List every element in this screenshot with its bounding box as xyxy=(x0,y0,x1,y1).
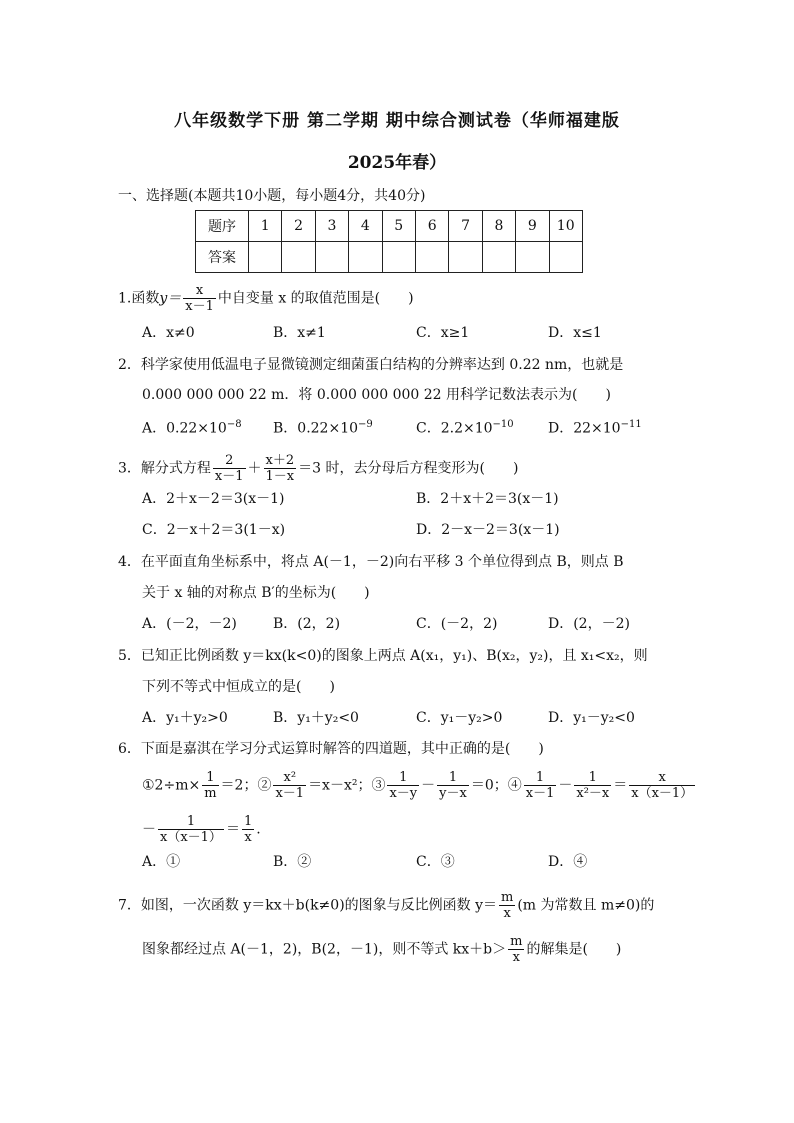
question-1-prefix: 1.函数 xyxy=(118,290,160,307)
question-2-line2: 0.000 000 000 22 m．将 0.000 000 000 22 用科学记数法表示为( ) xyxy=(142,387,611,403)
fraction-numerator: 1 xyxy=(399,770,408,785)
fraction xyxy=(387,770,419,801)
exam-title-line2: 2025年春） xyxy=(347,153,447,173)
option-c[interactable]: C．2－x＋2＝3(1－x) xyxy=(142,522,286,538)
expression-text: . xyxy=(256,821,261,838)
option-c[interactable] xyxy=(416,415,514,439)
question-number-cell: 9 xyxy=(516,211,549,242)
question-number-cell: 8 xyxy=(482,211,515,242)
fraction xyxy=(273,770,306,801)
answer-cell[interactable] xyxy=(415,242,448,273)
table-row xyxy=(196,211,583,242)
table-header-cell: 答案 xyxy=(196,242,249,273)
fraction-numerator: m xyxy=(501,890,514,905)
option-d[interactable]: D．(2，－2) xyxy=(548,616,630,632)
question-7-text: (m 为常数且 m≠0)的 xyxy=(517,897,655,914)
expression-text: ＝x－x²；③ xyxy=(308,777,386,794)
question-7-text: 7．如图，一次函数 y＝kx＋b(k≠0)的图象与反比例函数 y＝ xyxy=(118,897,498,914)
question-number-cell: 1 xyxy=(249,211,282,242)
option-d[interactable]: D．y₁－y₂<0 xyxy=(548,710,635,726)
option-d[interactable]: D．④ xyxy=(548,854,588,870)
minus-sign: － xyxy=(421,777,436,794)
fraction xyxy=(437,770,469,801)
option-text: B．0.22×10 xyxy=(273,420,359,437)
expression-text: ＝2；② xyxy=(220,777,272,794)
fraction-numerator: 1 xyxy=(186,814,196,829)
answer-cell[interactable] xyxy=(315,242,348,273)
question-5-line2: 下列不等式中恒成立的是( ) xyxy=(142,679,335,695)
option-text: C．2.2×10 xyxy=(416,420,493,437)
question-7-line2 xyxy=(142,934,621,965)
option-a[interactable]: A．(－2，－2) xyxy=(142,616,237,632)
question-7-text: 图象都经过点 A(－1，2)，B(2，－1)，则不等式 kx＋b＞ xyxy=(142,941,507,958)
expression-text: ＝0；④ xyxy=(470,777,522,794)
question-6-expression-cont xyxy=(142,814,261,845)
option-b[interactable] xyxy=(273,415,373,439)
answer-table xyxy=(195,210,583,273)
question-7-text: 的解集是( ) xyxy=(526,941,622,958)
option-d[interactable]: D．2－x－2＝3(x－1) xyxy=(416,522,560,538)
option-a[interactable]: A．x≠0 xyxy=(142,325,195,341)
question-number-cell: 4 xyxy=(349,211,382,242)
answer-cell[interactable] xyxy=(449,242,482,273)
question-1-suffix: 中自变量 x 的取值范围是( ) xyxy=(217,290,414,307)
fraction xyxy=(202,770,218,801)
question-3-stem xyxy=(118,453,518,484)
fraction xyxy=(574,770,611,801)
fraction xyxy=(629,770,695,801)
option-c[interactable]: C．(－2，2) xyxy=(416,616,498,632)
option-c[interactable]: C．x≥1 xyxy=(416,325,470,341)
question-4-line1: 4．在平面直角坐标系中，将点 A(－1，－2)向右平移 3 个单位得到点 B，则点 B xyxy=(118,554,624,570)
option-b[interactable]: B．y₁＋y₂<0 xyxy=(273,710,359,726)
fraction xyxy=(242,814,254,845)
question-number-cell: 6 xyxy=(415,211,448,242)
fraction-denominator: x－1 xyxy=(185,299,214,314)
fraction-numerator: x² xyxy=(283,770,297,785)
fraction-denominator: x²－x xyxy=(576,786,610,801)
fraction-denominator: x－1 xyxy=(525,786,555,801)
answer-cell[interactable] xyxy=(349,242,382,273)
fraction-denominator: m xyxy=(204,786,217,801)
option-d[interactable] xyxy=(548,415,642,439)
question-1-stem xyxy=(118,283,414,314)
fraction xyxy=(264,453,297,484)
fraction-numerator: m xyxy=(510,934,523,949)
answer-cell[interactable] xyxy=(549,242,582,273)
question-7-line1 xyxy=(118,890,654,921)
question-number-cell: 10 xyxy=(549,211,582,242)
option-b[interactable]: B．x≠1 xyxy=(273,325,326,341)
minus-sign: － xyxy=(142,821,156,838)
option-b[interactable]: B．2＋x＋2＝3(x－1) xyxy=(416,491,559,507)
fraction-numerator: 1 xyxy=(243,814,253,829)
answer-cell[interactable] xyxy=(382,242,415,273)
table-header-cell: 题序 xyxy=(196,211,249,242)
question-number-cell: 2 xyxy=(282,211,315,242)
fraction-numerator: 1 xyxy=(588,770,597,785)
fraction-denominator: 1－x xyxy=(265,469,295,484)
question-6-line1: 6．下面是嘉淇在学习分式运算时解答的四道题，其中正确的是( ) xyxy=(118,741,544,757)
question-5-line1: 5．已知正比例函数 y＝kx(k<0)的图象上两点 A(x₁，y₁)、B(x₂，y₂)，且 x₁<x₂，则 xyxy=(118,648,648,664)
fraction-denominator: x（x－1） xyxy=(631,786,694,801)
fraction-denominator: x（x－1） xyxy=(160,830,222,845)
question-2-line1: 2．科学家使用低温电子显微镜测定细菌蛋白结构的分辨率达到 0.22 nm，也就是 xyxy=(118,357,624,373)
fraction-denominator: x xyxy=(242,829,254,845)
option-c[interactable]: C．③ xyxy=(416,854,455,870)
question-4-line2: 关于 x 轴的对称点 B′的坐标为( ) xyxy=(142,585,370,601)
question-1-lhs: y＝ xyxy=(159,290,182,307)
question-3-suffix: ＝3 时，去分母后方程变形为( ) xyxy=(298,460,519,477)
minus-sign: － xyxy=(558,777,573,794)
fraction-denominator: x xyxy=(499,905,515,921)
exponent: −10 xyxy=(492,419,514,430)
option-text: A．0.22×10 xyxy=(142,420,227,437)
option-b[interactable]: B．② xyxy=(273,854,312,870)
fraction-denominator: x－1 xyxy=(275,786,305,801)
fraction-numerator: 2 xyxy=(225,453,234,468)
exponent: −9 xyxy=(358,419,373,430)
option-text: D．22×10 xyxy=(548,420,621,437)
option-a[interactable]: A．y₁＋y₂>0 xyxy=(142,710,228,726)
exponent: −11 xyxy=(620,419,642,430)
fraction xyxy=(183,283,216,314)
fraction-denominator: x－y xyxy=(389,786,418,801)
exponent: −8 xyxy=(226,419,242,430)
option-a[interactable]: A．① xyxy=(142,854,181,870)
fraction xyxy=(508,934,524,965)
answer-cell[interactable] xyxy=(516,242,549,273)
equals-sign: ＝ xyxy=(613,777,628,794)
question-number-cell: 7 xyxy=(449,211,482,242)
fraction-numerator: 1 xyxy=(206,770,215,785)
fraction xyxy=(158,814,224,845)
answer-cell[interactable] xyxy=(249,242,282,273)
fraction xyxy=(213,453,246,484)
fraction-numerator: x xyxy=(658,770,666,785)
option-c[interactable]: C．y₁－y₂>0 xyxy=(416,710,503,726)
plus-sign: ＋ xyxy=(247,460,262,477)
fraction-numerator: x xyxy=(195,283,204,298)
exam-title-line1: 八年级数学下册 第二学期 期中综合测试卷（华师福建版 xyxy=(174,111,620,131)
option-d[interactable]: D．x≤1 xyxy=(548,325,602,341)
fraction-denominator: y－x xyxy=(439,786,467,801)
question-6-expressions xyxy=(142,770,697,801)
option-b[interactable]: B．(2，2) xyxy=(273,616,341,632)
fraction-numerator: x＋2 xyxy=(265,453,295,468)
fraction xyxy=(524,770,557,801)
table-row xyxy=(196,242,583,273)
option-a[interactable]: A．2＋x－2＝3(x－1) xyxy=(142,491,285,507)
fraction-numerator: 1 xyxy=(448,770,458,785)
fraction-denominator: x xyxy=(508,949,524,965)
question-number-cell: 5 xyxy=(382,211,415,242)
equals-sign: ＝ xyxy=(225,821,240,838)
answer-cell[interactable] xyxy=(282,242,315,273)
question-number-cell: 3 xyxy=(315,211,348,242)
answer-cell[interactable] xyxy=(482,242,515,273)
option-a[interactable] xyxy=(142,415,242,439)
section-heading: 一、选择题(本题共10小题，每小题4分，共40分) xyxy=(118,188,426,204)
fraction-denominator: x－1 xyxy=(214,469,244,484)
expression-text: ①2÷m× xyxy=(142,777,201,794)
fraction xyxy=(499,890,515,921)
question-3-prefix: 3．解分式方程 xyxy=(118,460,211,477)
fraction-numerator: 1 xyxy=(535,770,545,785)
